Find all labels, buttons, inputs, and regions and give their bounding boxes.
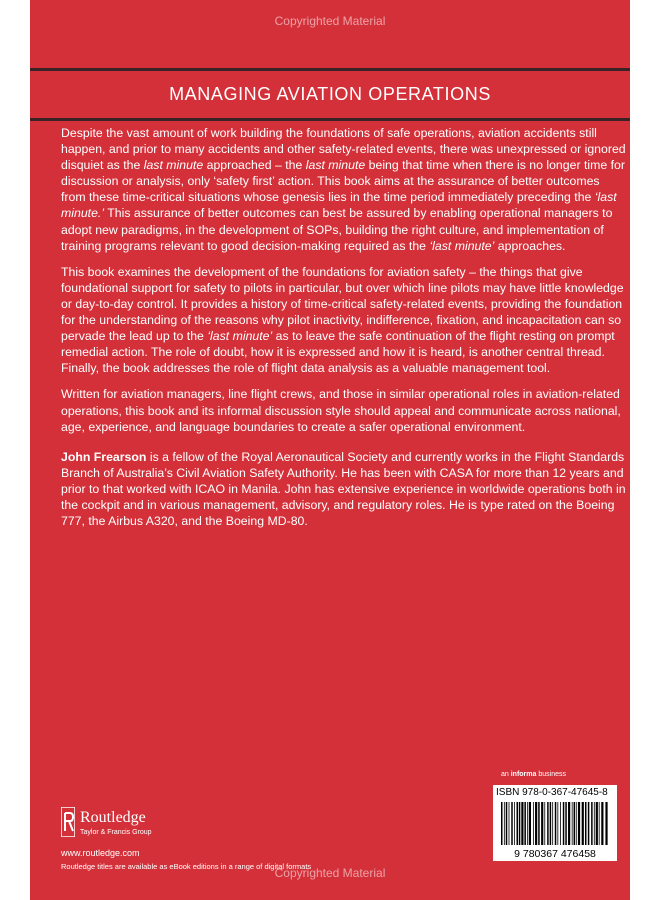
publisher-website: www.routledge.com — [61, 848, 140, 858]
barcode-digits: 9 780367 476458 — [514, 848, 596, 860]
informa-suffix: business — [536, 771, 566, 778]
blurb — [61, 125, 627, 539]
author-name: John Frearson — [61, 449, 147, 464]
watermark-top: Copyrighted Material — [274, 14, 386, 28]
author-bio-text: is a fellow of the Royal Aeronautical Society and currently works in the Flight Standards Branch of Australia’s Civil Aviation Safety Authority. He has been with CASA for more than 12 years and prior to that worked with ICAO in Manila. John has extensive experience in worldwide operations both in the cockpit and in various management, advisory, and regulatory roles. He is type rated on the Boeing 777, the Airbus A320, and the Boeing MD-80. — [61, 449, 626, 529]
watermark-bottom: Copyrighted Material — [274, 866, 386, 880]
blurb-paragraph-3: Written for aviation managers, line flight crews, and those in similar operational roles in aviation-related operations, this book and its informal discussion style should appeal and communicate across national, age, experience, and language boundaries to create a safer operational environment. — [61, 387, 621, 434]
title-rule-bottom — [30, 118, 630, 121]
routledge-logo — [61, 807, 181, 843]
isbn-text: ISBN 978-0-367-47645-8 — [493, 785, 617, 800]
publisher-name: Routledge — [80, 809, 146, 826]
blurb-paragraph-1: Despite the vast amount of work building the foundations of safe operations, aviation accidents still happen, and prior to many accidents and other safety-related events, there was unexpressed or ignored disquiet as the last minute approached – the last minute being that time when there is no longer time for discussion or analysis, only ‘safety first’ action. This book aims at the assurance of better outcomes from these time-critical situations whose genesis lies in the time period immediately preceding the ‘last minute.’ This assurance of better outcomes can best be assured by enabling operational managers to adopt new paradigms, in the development of SOPs, building the right culture, and implementation of training programs relevant to good decision-making required as the ‘last minute’ approaches. — [61, 126, 626, 253]
book-back-cover — [30, 0, 630, 900]
publisher-group: Taylor & Francis Group — [80, 829, 152, 836]
informa-tagline — [501, 771, 566, 778]
author-bio — [61, 449, 627, 529]
routledge-logo-mark-icon — [61, 807, 75, 837]
barcode — [493, 799, 617, 861]
informa-brand: informa — [510, 771, 537, 778]
informa-prefix: an — [501, 771, 511, 778]
blurb-paragraph-2: This book examines the development of the foundations for aviation safety – the things that give foundational support for safety to pilots in particular, but over which line pilots may have little knowledge or day-to-day control. It provides a history of time-critical safety-related events, providing the foundation for the understanding of the reasons why pilot inactivity, indifference, fixation, and incapacitation can so pervade the lead up to the ‘last minute’ as to leave the safe continuation of the flight resting on prompt remedial action. The role of doubt, how it is expressed and how it is heard, is another central thread. Finally, the book addresses the role of flight data analysis as a valuable management tool. — [61, 264, 624, 376]
title-rule-top — [30, 68, 630, 71]
barcode-bars — [501, 802, 608, 845]
series-title: MANAGING AVIATION OPERATIONS — [169, 84, 491, 104]
ebook-note: Routledge titles are available as eBook editions in a range of digital formats — [61, 862, 312, 871]
